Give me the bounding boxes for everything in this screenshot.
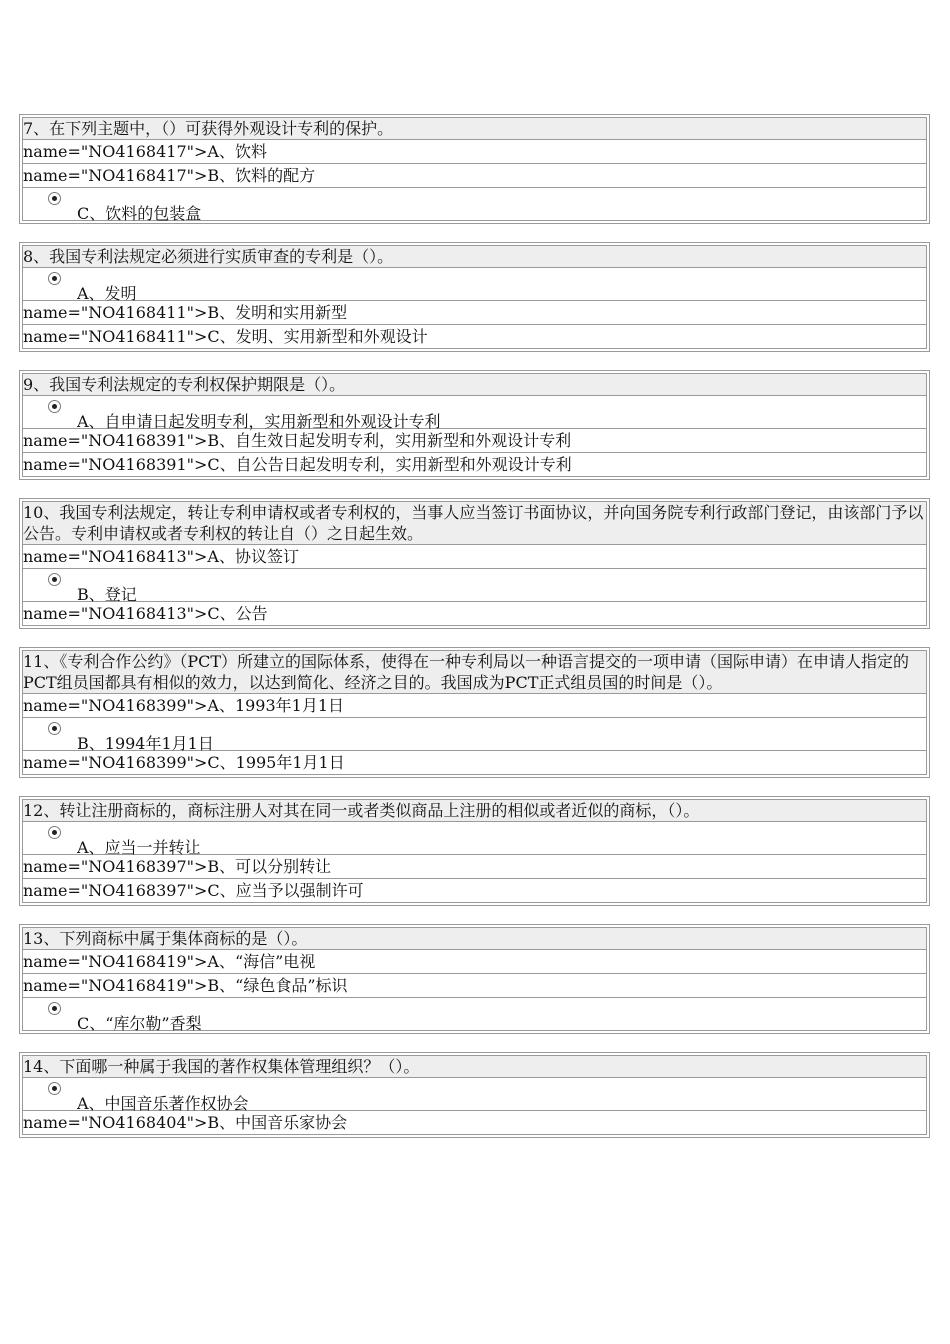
question-block <box>19 242 930 352</box>
answer-option-label: A、应当一并转让 <box>77 837 201 857</box>
question-title: 13、下列商标中属于集体商标的是（）。 <box>22 927 927 950</box>
question-block <box>19 924 930 1034</box>
answer-option[interactable] <box>22 950 927 974</box>
question-block <box>19 114 930 224</box>
answer-option-label: name="NO4168413">C、公告 <box>23 604 268 623</box>
answer-option-label: C、饮料的包装盒 <box>77 203 202 223</box>
radio-selected-icon[interactable] <box>48 1002 61 1015</box>
answer-option[interactable] <box>22 718 927 751</box>
answer-option[interactable] <box>22 569 927 602</box>
radio-selected-icon[interactable] <box>48 826 61 839</box>
answer-option-label: B、1994年1月1日 <box>77 733 214 753</box>
question-block <box>19 796 930 906</box>
answer-option-label: name="NO4168399">A、1993年1月1日 <box>23 696 345 715</box>
question-title: 8、我国专利法规定必须进行实质审查的专利是（）。 <box>22 245 927 268</box>
radio-selected-icon[interactable] <box>48 192 61 205</box>
answer-option[interactable] <box>22 694 927 718</box>
radio-selected-icon[interactable] <box>48 272 61 285</box>
answer-option[interactable] <box>22 602 927 626</box>
answer-option-label: A、发明 <box>77 283 137 303</box>
answer-option[interactable] <box>22 998 927 1031</box>
question-block <box>19 370 930 480</box>
answer-option-label: name="NO4168419">B、“绿色食品”标识 <box>23 976 348 995</box>
answer-option-label: A、自申请日起发明专利，实用新型和外观设计专利 <box>77 411 441 431</box>
answer-option[interactable] <box>22 1078 927 1111</box>
answer-option[interactable] <box>22 429 927 453</box>
answer-option[interactable] <box>22 301 927 325</box>
question-title: 12、转让注册商标的，商标注册人对其在同一或者类似商品上注册的相似或者近似的商标，（）。 <box>22 799 927 822</box>
answer-option[interactable] <box>22 879 927 903</box>
radio-selected-icon[interactable] <box>48 400 61 413</box>
answer-option-label: name="NO4168391">B、自生效日起发明专利，实用新型和外观设计专利 <box>23 431 572 450</box>
question-block <box>19 647 930 778</box>
answer-option[interactable] <box>22 268 927 301</box>
answer-option[interactable] <box>22 140 927 164</box>
question-title: 7、在下列主题中，（）可获得外观设计专利的保护。 <box>22 117 927 140</box>
answer-option-label: name="NO4168397">C、应当予以强制许可 <box>23 881 364 900</box>
radio-selected-icon[interactable] <box>48 573 61 586</box>
answer-option[interactable] <box>22 751 927 775</box>
radio-selected-icon[interactable] <box>48 722 61 735</box>
answer-option[interactable] <box>22 325 927 349</box>
question-title: 11、《专利合作公约》（PCT）所建立的国际体系，使得在一种专利局以一种语言提交的一项申请（国际申请）在申请人指定的PCT组员国都具有相似的效力，以达到简化、经济之目的。我国成为PCT正式组员国的时间是（）。 <box>22 650 927 694</box>
answer-option-label: name="NO4168417">A、饮料 <box>23 142 267 161</box>
question-block <box>19 1052 930 1138</box>
answer-option[interactable] <box>22 188 927 221</box>
answer-option[interactable] <box>22 164 927 188</box>
answer-option[interactable] <box>22 855 927 879</box>
answer-option[interactable] <box>22 1111 927 1135</box>
answer-option[interactable] <box>22 453 927 477</box>
radio-selected-icon[interactable] <box>48 1082 61 1095</box>
answer-option-label: B、登记 <box>77 584 137 604</box>
question-block <box>19 498 930 629</box>
answer-option-label: name="NO4168411">B、发明和实用新型 <box>23 303 348 322</box>
answer-option[interactable] <box>22 822 927 855</box>
question-title: 10、我国专利法规定，转让专利申请权或者专利权的，当事人应当签订书面协议，并向国务院专利行政部门登记，由该部门予以公告。专利申请权或者专利权的转让自（）之日起生效。 <box>22 501 927 545</box>
question-title: 9、我国专利法规定的专利权保护期限是（）。 <box>22 373 927 396</box>
question-title: 14、下面哪一种属于我国的著作权集体管理组织？（）。 <box>22 1055 927 1078</box>
answer-option-label: name="NO4168411">C、发明、实用新型和外观设计 <box>23 327 428 346</box>
answer-option-label: name="NO4168413">A、协议签订 <box>23 547 299 566</box>
answer-option-label: C、“库尔勒”香梨 <box>77 1013 202 1033</box>
answer-option-label: name="NO4168399">C、1995年1月1日 <box>23 753 345 772</box>
answer-option[interactable] <box>22 974 927 998</box>
answer-option-label: name="NO4168417">B、饮料的配方 <box>23 166 316 185</box>
answer-option-label: name="NO4168404">B、中国音乐家协会 <box>23 1113 348 1132</box>
answer-option-label: name="NO4168397">B、可以分别转让 <box>23 857 332 876</box>
quiz-container <box>19 114 930 1156</box>
answer-option[interactable] <box>22 396 927 429</box>
answer-option-label: name="NO4168419">A、“海信”电视 <box>23 952 316 971</box>
answer-option-label: name="NO4168391">C、自公告日起发明专利，实用新型和外观设计专利 <box>23 455 572 474</box>
answer-option-label: A、中国音乐著作权协会 <box>77 1093 249 1113</box>
answer-option[interactable] <box>22 545 927 569</box>
